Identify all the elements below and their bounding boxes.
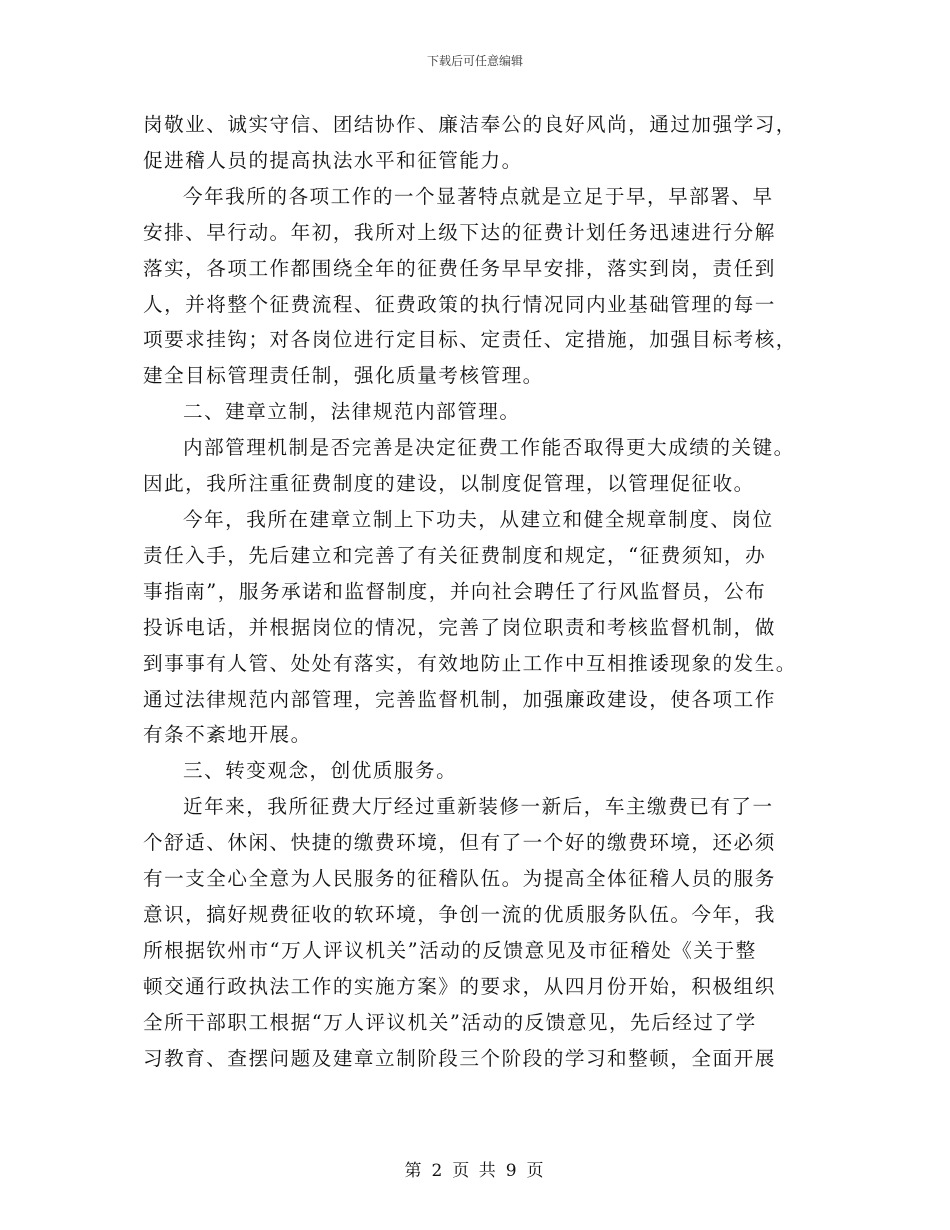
text-line: 意识，搞好规费征收的软环境，争创一流的优质服务队伍。今年，我 [143, 902, 776, 926]
text-line: 责任入手，先后建立和完善了有关征费制度和规定，“征费须知，办 [143, 543, 767, 567]
text-line: 落实，各项工作都围绕全年的征费任务早早安排，落实到岗，责任到 [143, 256, 776, 280]
paragraph [143, 430, 800, 502]
page-suffix: 页 [526, 1161, 546, 1181]
text-line: 事指南”，服务承诺和监督制度，并向社会聘任了行风监督员，公布 [143, 579, 767, 603]
document-body [143, 107, 800, 1076]
text-line: 三、转变观念，创优质服务。 [183, 759, 458, 783]
current-page-number: 2 [431, 1161, 445, 1181]
text-line: 安排、早行动。年初，我所对上级下达的征费计划任务迅速进行分解 [143, 220, 776, 244]
text-line: 项要求挂钩；对各岗位进行定目标、定责任、定措施，加强目标考核， [143, 328, 797, 352]
text-line: 今年，我所在建章立制上下功夫，从建立和健全规章制度、岗位 [183, 507, 774, 531]
text-line: 今年我所的各项工作的一个显著特点就是立足于早，早部署、早 [183, 184, 774, 208]
page-middle: 页 共 [452, 1161, 498, 1181]
paragraph [143, 179, 800, 394]
text-line: 投诉电话，并根据岗位的情况，完善了岗位职责和考核监督机制，做 [143, 615, 776, 639]
page-prefix: 第 [404, 1161, 424, 1181]
text-line: 到事事有人管、处处有落实，有效地防止工作中互相推诿现象的发生。 [143, 651, 797, 675]
text-line: 习教育、查摆问题及建章立制阶段三个阶段的学习和整顿，全面开展 [143, 1046, 776, 1070]
text-line: 促进稽人员的提高执法水平和征管能力。 [143, 148, 523, 172]
paragraph [143, 502, 800, 753]
text-line: 近年来，我所征费大厅经过重新装修一新后，车主缴费已有了一 [183, 795, 774, 819]
text-line: 岗敬业、诚实守信、团结协作、廉洁奉公的良好风尚，通过加强学习， [143, 113, 797, 136]
text-line: 内部管理机制是否完善是决定征费工作能否取得更大成绩的关键。 [183, 436, 795, 460]
text-line: 有一支全心全意为人民服务的征稽队伍。为提高全体征稽人员的服务 [143, 867, 776, 891]
text-line: 顿交通行政执法工作的实施方案》的要求，从四月份开始，积极组织 [143, 974, 776, 998]
text-line: 建全目标管理责任制，强化质量考核管理。 [143, 364, 544, 388]
text-line: 全所干部职工根据“万人评议机关”活动的反馈意见，先后经过了学 [143, 1010, 757, 1034]
text-line: 通过法律规范内部管理，完善监督机制，加强廉政建设，使各项工作 [143, 687, 776, 711]
text-line: 人，并将整个征费流程、征费政策的执行情况同内业基础管理的每一 [143, 292, 776, 316]
total-pages-number: 9 [505, 1161, 519, 1181]
paragraph [143, 107, 800, 179]
text-line: 因此，我所注重征费制度的建设，以制度促管理，以管理促征收。 [143, 472, 755, 496]
paragraph [143, 789, 800, 1076]
text-line: 所根据钦州市“万人评议机关”活动的反馈意见及市征稽处《关于整 [143, 938, 757, 962]
section-heading [143, 394, 800, 430]
text-line: 有条不紊地开展。 [143, 723, 312, 747]
text-line: 个舒适、休闲、快捷的缴费环境，但有了一个好的缴费环境，还必须 [143, 831, 776, 855]
section-heading [143, 753, 800, 789]
page-header: 下载后可任意编辑 [426, 54, 523, 68]
text-line: 二、建章立制，法律规范内部管理。 [183, 400, 521, 424]
page-footer [0, 1156, 950, 1181]
